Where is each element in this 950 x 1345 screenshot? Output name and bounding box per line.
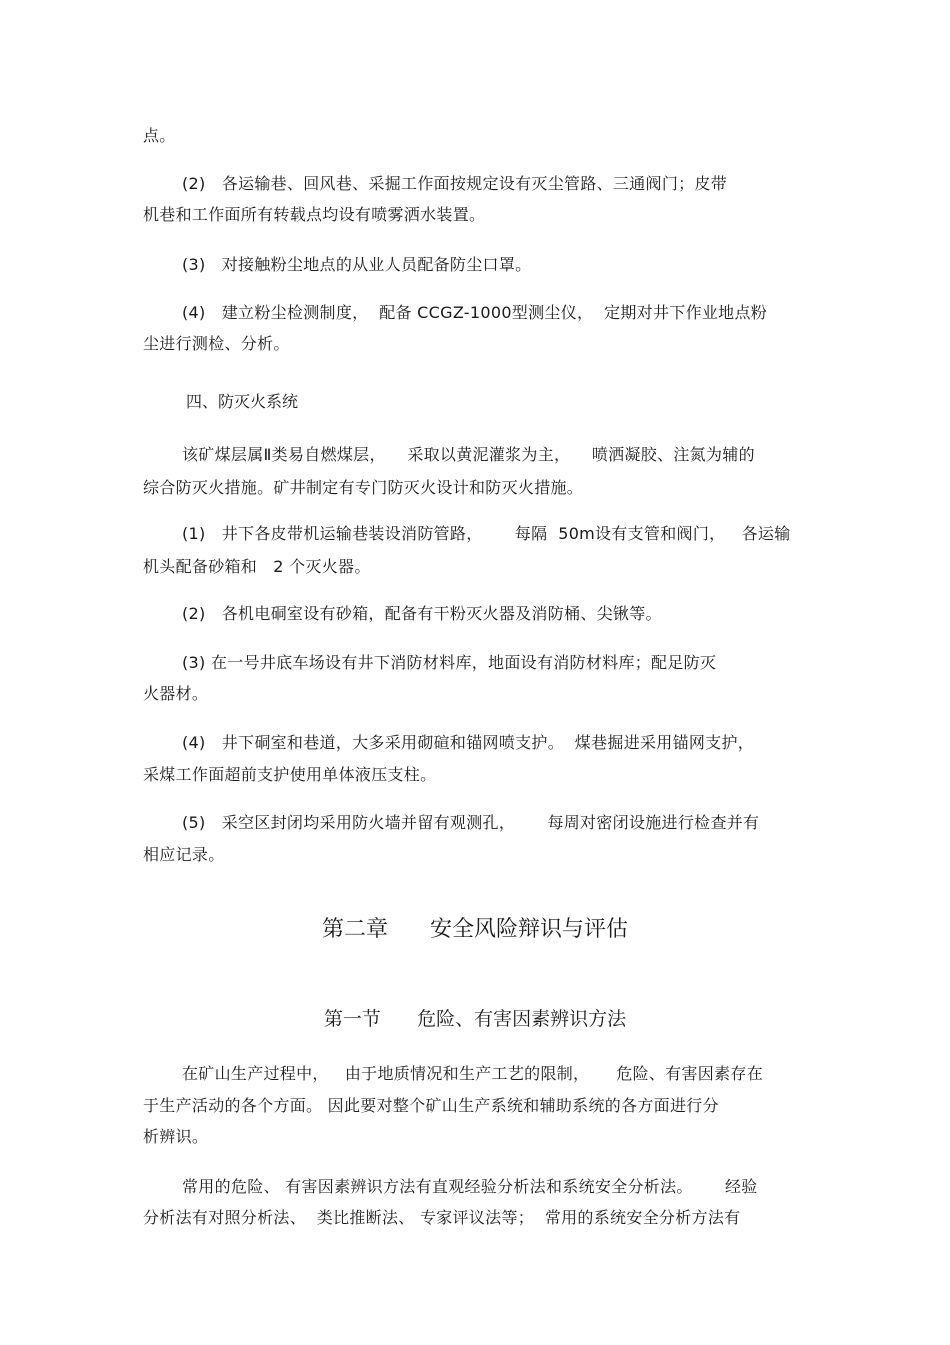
paragraph-line: 机巷和工作面所有转载点均设有喷雾洒水装置。: [143, 205, 486, 224]
paragraph-line: 分析法有对照分析法、 类比推断法、 专家评议法等； 常用的系统安全分析方法有: [143, 1208, 741, 1227]
paragraph-line: (2) 各运输巷、回风巷、采掘工作面按规定设有灭尘管路、三通阀门；皮带: [182, 174, 728, 193]
paragraph-line: (5) 采空区封闭均采用防火墙并留有观测孔， 每周对密闭设施进行检查并有: [182, 813, 760, 832]
paragraph-line: (4) 井下硐室和巷道，大多采用砌碹和锚网喷支护。 煤巷掘进采用锚网支护，: [182, 733, 755, 752]
paragraph-line: 常用的危险、 有害因素辨识方法有直观经验分析法和系统安全分析法。 经验: [182, 1177, 758, 1196]
paragraph-line: 于生产活动的各个方面。 因此要对整个矿山生产系统和辅助系统的各方面进行分: [143, 1096, 719, 1115]
section-title: 第一节 危险、有害因素辨识方法: [323, 1008, 627, 1030]
paragraph-line: 析辨识。: [143, 1127, 209, 1146]
paragraph-line: (3) 对接触粉尘地点的从业人员配备防尘口罩。: [182, 255, 532, 274]
section-heading: 四、防灭火系统: [186, 392, 299, 411]
paragraph-line: 点。: [143, 126, 176, 145]
paragraph-line: 尘进行测检、分析。: [143, 334, 290, 353]
paragraph-line: (1) 井下各皮带机运输巷装设消防管路， 每隔 50m设有支管和阀门， 各运输: [182, 524, 791, 543]
paragraph-line: 在矿山生产过程中， 由于地质情况和生产工艺的限制， 危险、有害因素存在: [182, 1064, 763, 1083]
paragraph-line: (3) 在一号井底车场设有井下消防材料库，地面设有消防材料库；配足防灭: [182, 653, 717, 672]
paragraph-line: 采煤工作面超前支护使用单体液压支柱。: [143, 765, 437, 784]
chapter-title: 第二章 安全风险辩识与评估: [322, 917, 628, 942]
paragraph-line: 相应记录。: [143, 845, 225, 864]
paragraph-line: 机头配备砂箱和 2 个灭火器。: [143, 557, 371, 576]
paragraph-line: (4) 建立粉尘检测制度， 配备 CCGZ-1000型测尘仪， 定期对井下作业地点粉: [182, 303, 768, 322]
paragraph-line: (2) 各机电硐室设有砂箱，配备有干粉灭火器及消防桶、尖锹等。: [182, 604, 662, 623]
paragraph-line: 综合防灭火措施。矿井制定有专门防灭火设计和防灭火措施。: [143, 478, 584, 497]
paragraph-line: 该矿煤层属Ⅱ类易自燃煤层， 采取以黄泥灌浆为主， 喷洒凝胶、注氮为辅的: [182, 445, 755, 464]
paragraph-line: 火器材。: [143, 684, 209, 703]
